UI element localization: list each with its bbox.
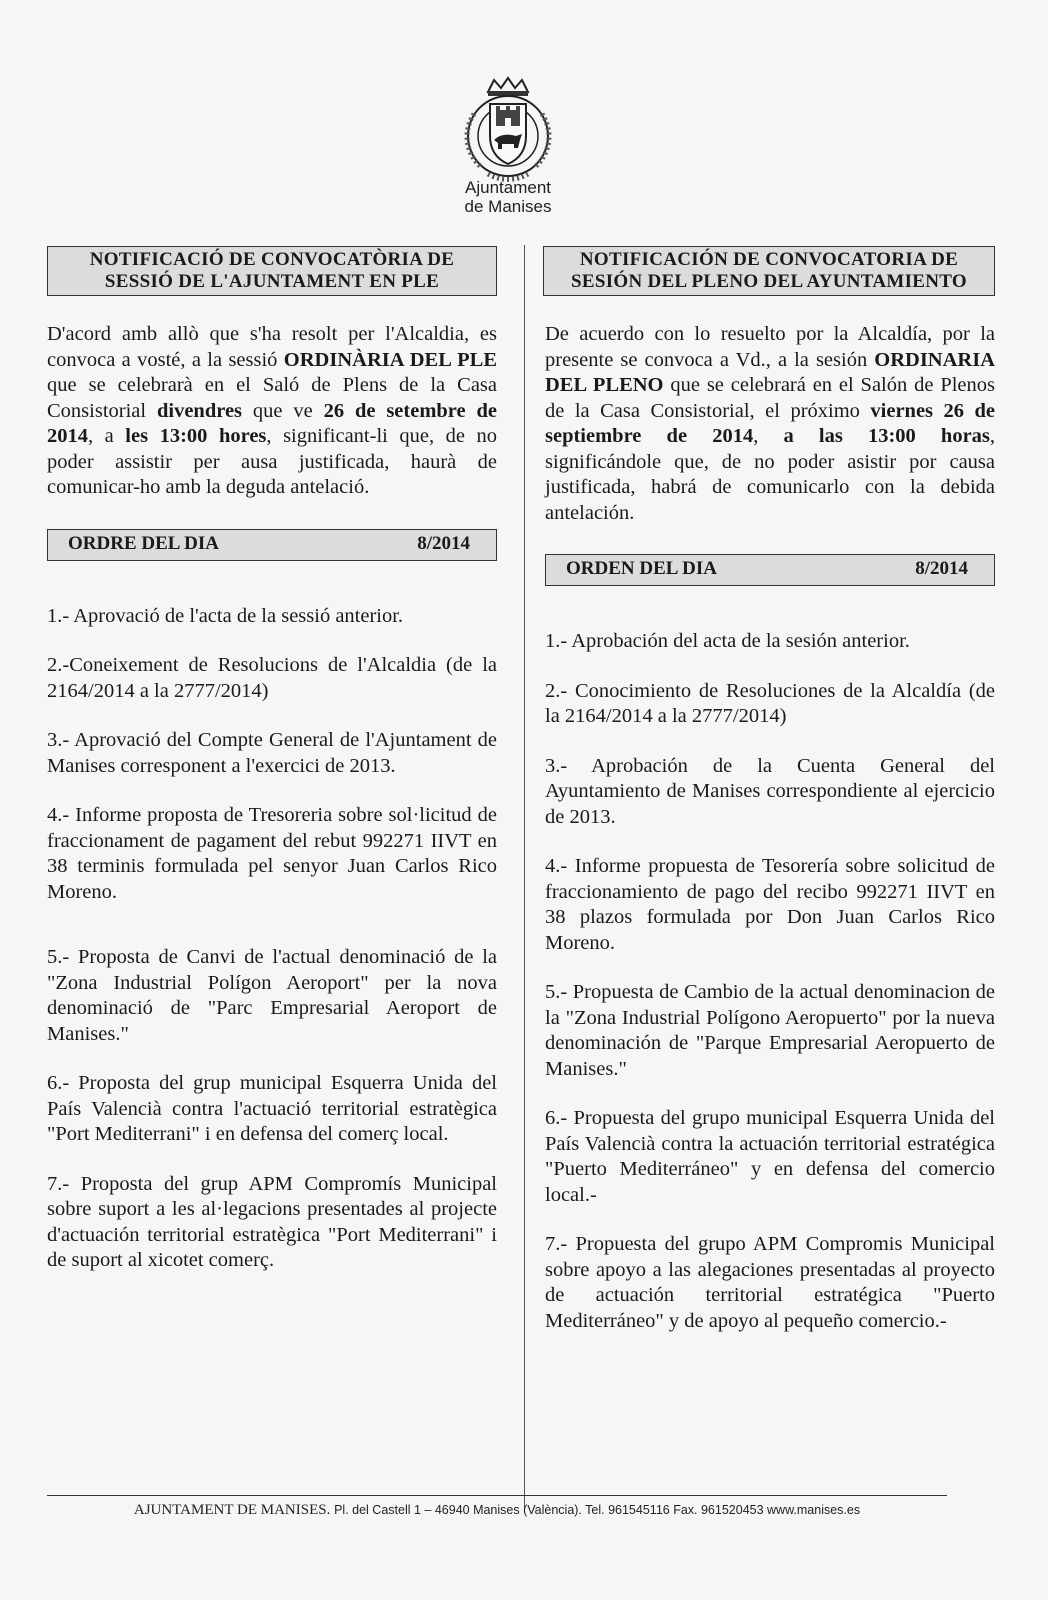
organization-name-line1: Ajuntament	[465, 178, 551, 197]
column-divider	[524, 245, 525, 1510]
coat-of-arms-icon	[454, 74, 562, 184]
left-title-box	[47, 246, 497, 296]
intro-emphasis: viernes 26 de septiembre de 2014	[545, 399, 996, 447]
agenda-item: 5.- Proposta de Canvi de l'actual denominació de la "Zona Industrial Polígon Aeroport" per la nova denominació de "Parc Empresarial Aeroport de Manises."	[47, 946, 497, 1045]
agenda-item: 2.-Coneixement de Resolucions de l'Alcaldia (de la 2164/2014 a la 2777/2014)	[47, 654, 497, 702]
intro-text: que se celebrará en el Salón de Plenos de la Casa Consistorial, el próximo	[545, 374, 995, 422]
organization-name	[440, 178, 576, 216]
left-order-box	[47, 529, 497, 561]
left-title-line1: NOTIFICACIÓ DE CONVOCATÒRIA DE	[89, 249, 455, 270]
intro-emphasis: 26 de setembre de 2014	[47, 399, 498, 447]
right-title-line2: SESIÓN DEL PLENO DEL AYUNTAMIENTO	[571, 271, 967, 292]
agenda-item: 4.- Informe proposta de Tresoreria sobre sol·licitud de fraccionament de pagament del rebut 992271 IIVT en 38 terminis formulada pel senyor Juan Carlos Rico Moreno.	[47, 804, 497, 903]
left-order-title: ORDRE DEL DIA	[68, 532, 219, 554]
intro-text: D'acord amb allò que s'ha resolt per l'Alcaldia, es convoca a vosté, a la sessió	[47, 323, 497, 371]
intro-text: De acuerdo con lo resuelto por la Alcaldía, por la presente se convoca a Vd., a la sesión	[545, 323, 995, 371]
footer	[47, 1501, 947, 1519]
left-column	[47, 246, 497, 1298]
left-agenda	[47, 604, 497, 1274]
right-title-line1: NOTIFICACIÓN DE CONVOCATORIA DE	[579, 249, 959, 270]
footer-rule	[47, 1495, 947, 1496]
agenda-item: 1.- Aprovació de l'acta de la sessió anterior.	[47, 604, 404, 627]
intro-text: , significant-li que, de no poder assistir per ausa justificada, haurà de comunicar-ho amb la deguda antelació.	[47, 425, 497, 498]
right-order-box	[545, 554, 995, 586]
footer-org: AJUNTAMENT DE MANISES.	[133, 1502, 331, 1518]
left-order-number: 8/2014	[417, 532, 470, 554]
right-order-title: ORDEN DEL DIA	[566, 558, 717, 579]
right-agenda	[545, 629, 995, 1334]
intro-text: que se celebrarà en el Saló de Plens de la Casa Consistorial	[47, 374, 497, 422]
intro-emphasis: divendres	[156, 399, 243, 422]
intro-emphasis: ORDINARIA DEL PLENO	[545, 348, 995, 396]
right-title-box	[543, 246, 995, 296]
intro-emphasis: ORDINÀRIA DEL PLE	[283, 348, 497, 371]
intro-text: , a	[88, 425, 126, 447]
right-order-number: 8/2014	[915, 558, 968, 579]
intro-text: que ve	[242, 399, 324, 422]
agenda-item: 3.- Aprovació del Compte General de l'Ajuntament de Manises corresponent a l'exercici de 2013.	[47, 729, 497, 777]
agenda-item: 6.- Proposta del grup municipal Esquerra Unida del País Valencià contra l'actuació territorial estratègica "Port Mediterrani" i en defensa del comerç local.	[47, 1072, 497, 1145]
intro-emphasis: les 13:00 hores	[125, 425, 267, 447]
agenda-item: 7.- Propuesta del grupo APM Compromis Municipal sobre apoyo a las alegaciones presentadas al proyecto de actuación territorial estratégica "Puerto Mediterráneo" y de apoyo al pequeño comercio.-	[545, 1233, 995, 1332]
organization-name-line2: de Manises	[464, 197, 552, 216]
agenda-item: 6.- Propuesta del grupo municipal Esquerra Unida del País Valencià contra la actuación territorial estratégica "Puerto Mediterráneo" y en defensa del comercio local.-	[545, 1107, 995, 1206]
left-intro-paragraph	[47, 322, 497, 501]
agenda-item: 2.- Conocimiento de Resoluciones de la Alcaldía (de la 2164/2014 a la 2777/2014)	[545, 679, 995, 727]
agenda-item: 3.- Aprobación de la Cuenta General del Ayuntamiento de Manises correspondiente al ejercicio de 2013.	[545, 754, 995, 828]
agenda-item: 4.- Informe propuesta de Tesorería sobre solicitud de fraccionamiento de pago del recibo 992271 IIVT en 38 plazos formulada por Don Juan Carlos Rico Moreno.	[545, 855, 995, 954]
agenda-item: 7.- Proposta del grup APM Compromís Municipal sobre suport a les al·legacions presentades al projecte d'actuación territorial estratègica "Port Mediterrani" i de suport al xicotet comerç.	[47, 1172, 497, 1271]
agenda-item: 1.- Aprobación del acta de la sesión anterior.	[545, 630, 910, 652]
left-title-line2: SESSIÓ DE L'AJUNTAMENT EN PLE	[104, 271, 440, 292]
right-intro-paragraph	[545, 322, 995, 526]
agenda-item: 5.- Propuesta de Cambio de la actual denominacion de la "Zona Industrial Polígono Aeropuerto" por la nueva denominación de "Parque Empresarial Aeropuerto de Manises."	[545, 981, 995, 1080]
intro-text: ,	[753, 425, 784, 447]
intro-emphasis: a las 13:00 horas	[783, 425, 990, 447]
intro-text: , significándole que, de no poder asistir por causa justificada, habrá de comunicarlo con la debida antelación.	[545, 425, 996, 524]
footer-address: Pl. del Castell 1 – 46940 Manises (València). Tel. 961545116 Fax. 961520453 www.manises.es	[334, 1503, 861, 1517]
right-column	[545, 246, 995, 1358]
